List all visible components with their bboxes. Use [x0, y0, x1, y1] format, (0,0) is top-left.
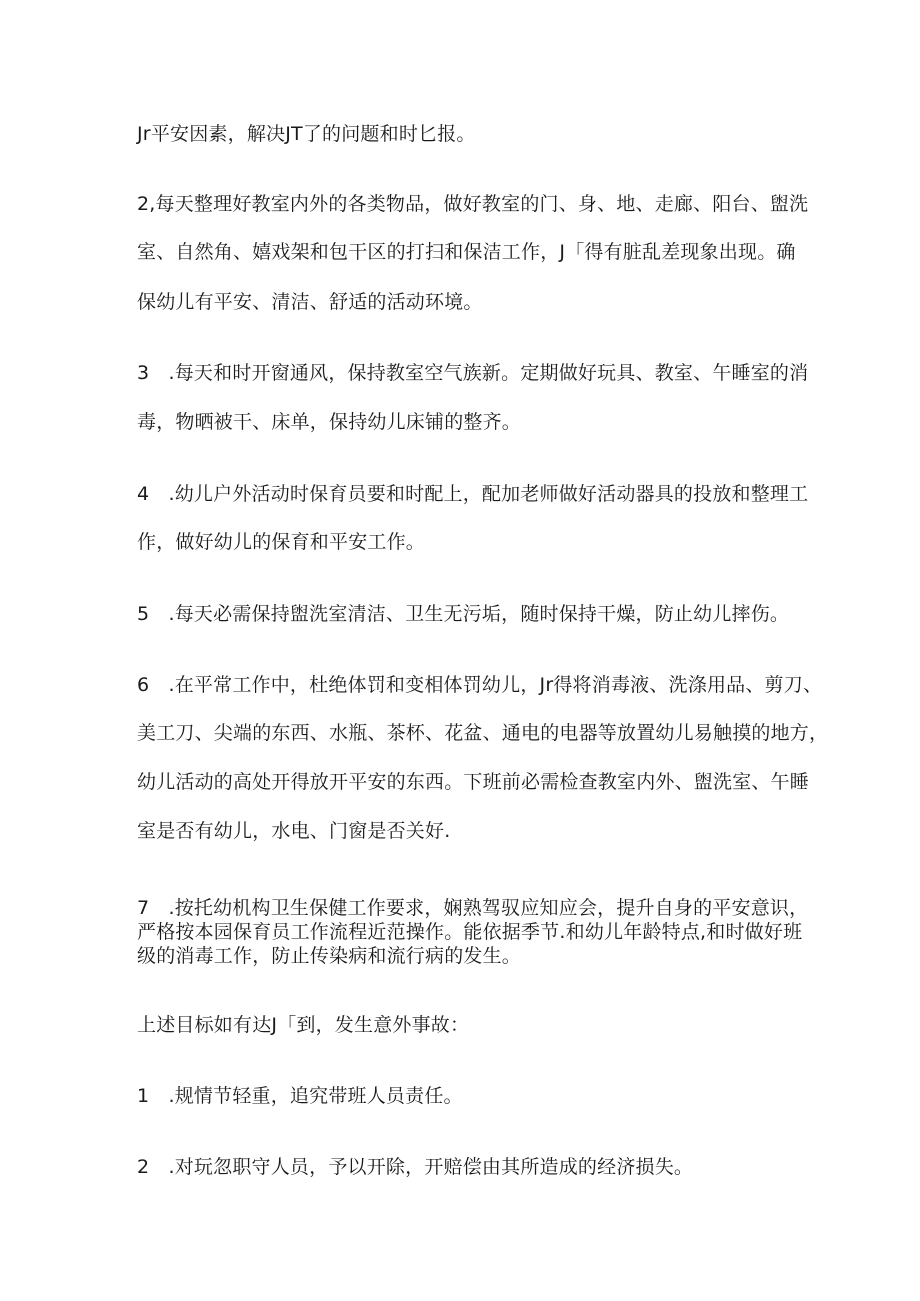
text-line-9: 5 .每天必需保持盥洗室清洁、卫生无污垢，随时保持干燥，防止幼儿摔伤。 — [137, 603, 790, 625]
text-line-14: 7 .按托幼机构卫生保健工作要求，娴熟驾驭应知应会，提升自身的平安意识， — [137, 897, 809, 919]
text-line-3: 室、自然角、嬉戏架和包干区的打扫和保洁工作，J「得有脏乱差现象出现。确 — [137, 241, 796, 263]
text-line-18: 1 .规情节轻重，追究带班人员责任。 — [137, 1085, 463, 1107]
text-line-15: 严格按本园保育员工作流程近范操作。能依据季节.和幼儿年龄特点,和时做好班 — [137, 921, 803, 943]
text-line-5: 3 .每天和时开窗通风，保持教室空气族新。定期做好玩具、教室、午睡室的消 — [137, 362, 809, 384]
text-line-8: 作，做好幼儿的保育和平安工作。 — [137, 531, 426, 553]
text-line-2: 2,每天整理好教室内外的各类物品，做好教室的门、身、地、走廊、阳台、盥洗 — [137, 193, 809, 215]
text-line-12: 幼儿活动的高处开得放开平安的东西。下班前必需检查教室内外、盥洗室、午睡 — [137, 771, 810, 793]
text-line-6: 毒，物晒被干、床单，保持幼儿床铺的整齐。 — [137, 411, 522, 433]
text-line-1: Jr平安因素，解决JT了的问题和时匕报。 — [137, 123, 476, 145]
text-line-4: 保幼儿有平安、清洁、舒适的活动环境。 — [137, 291, 483, 313]
text-line-11: 美工刀、尖端的东西、水瓶、茶杯、花盆、通电的电器等放置幼儿易触摸的地方， — [137, 722, 829, 744]
text-line-16: 级的消毒工作，防止传染病和流行病的发生。 — [137, 945, 522, 967]
text-line-19: 2 .对玩忽职守人员，予以开除，开赔偿由其所造成的经济损失。 — [137, 1156, 694, 1178]
text-line-13: 室是否有幼儿，水电、门窗是否关好. — [137, 820, 451, 842]
text-line-10: 6 .在平常工作中，杜绝体罚和变相体罚幼儿，Jr得将消毒液、洗涤用品、剪刀、 — [137, 674, 823, 696]
text-line-17: 上述目标如有达J「到，发生意外事故： — [137, 1014, 470, 1036]
text-line-7: 4 .幼儿户外活动时保育员要和时配上，配加老师做好活动器具的投放和整理工 — [137, 483, 809, 505]
